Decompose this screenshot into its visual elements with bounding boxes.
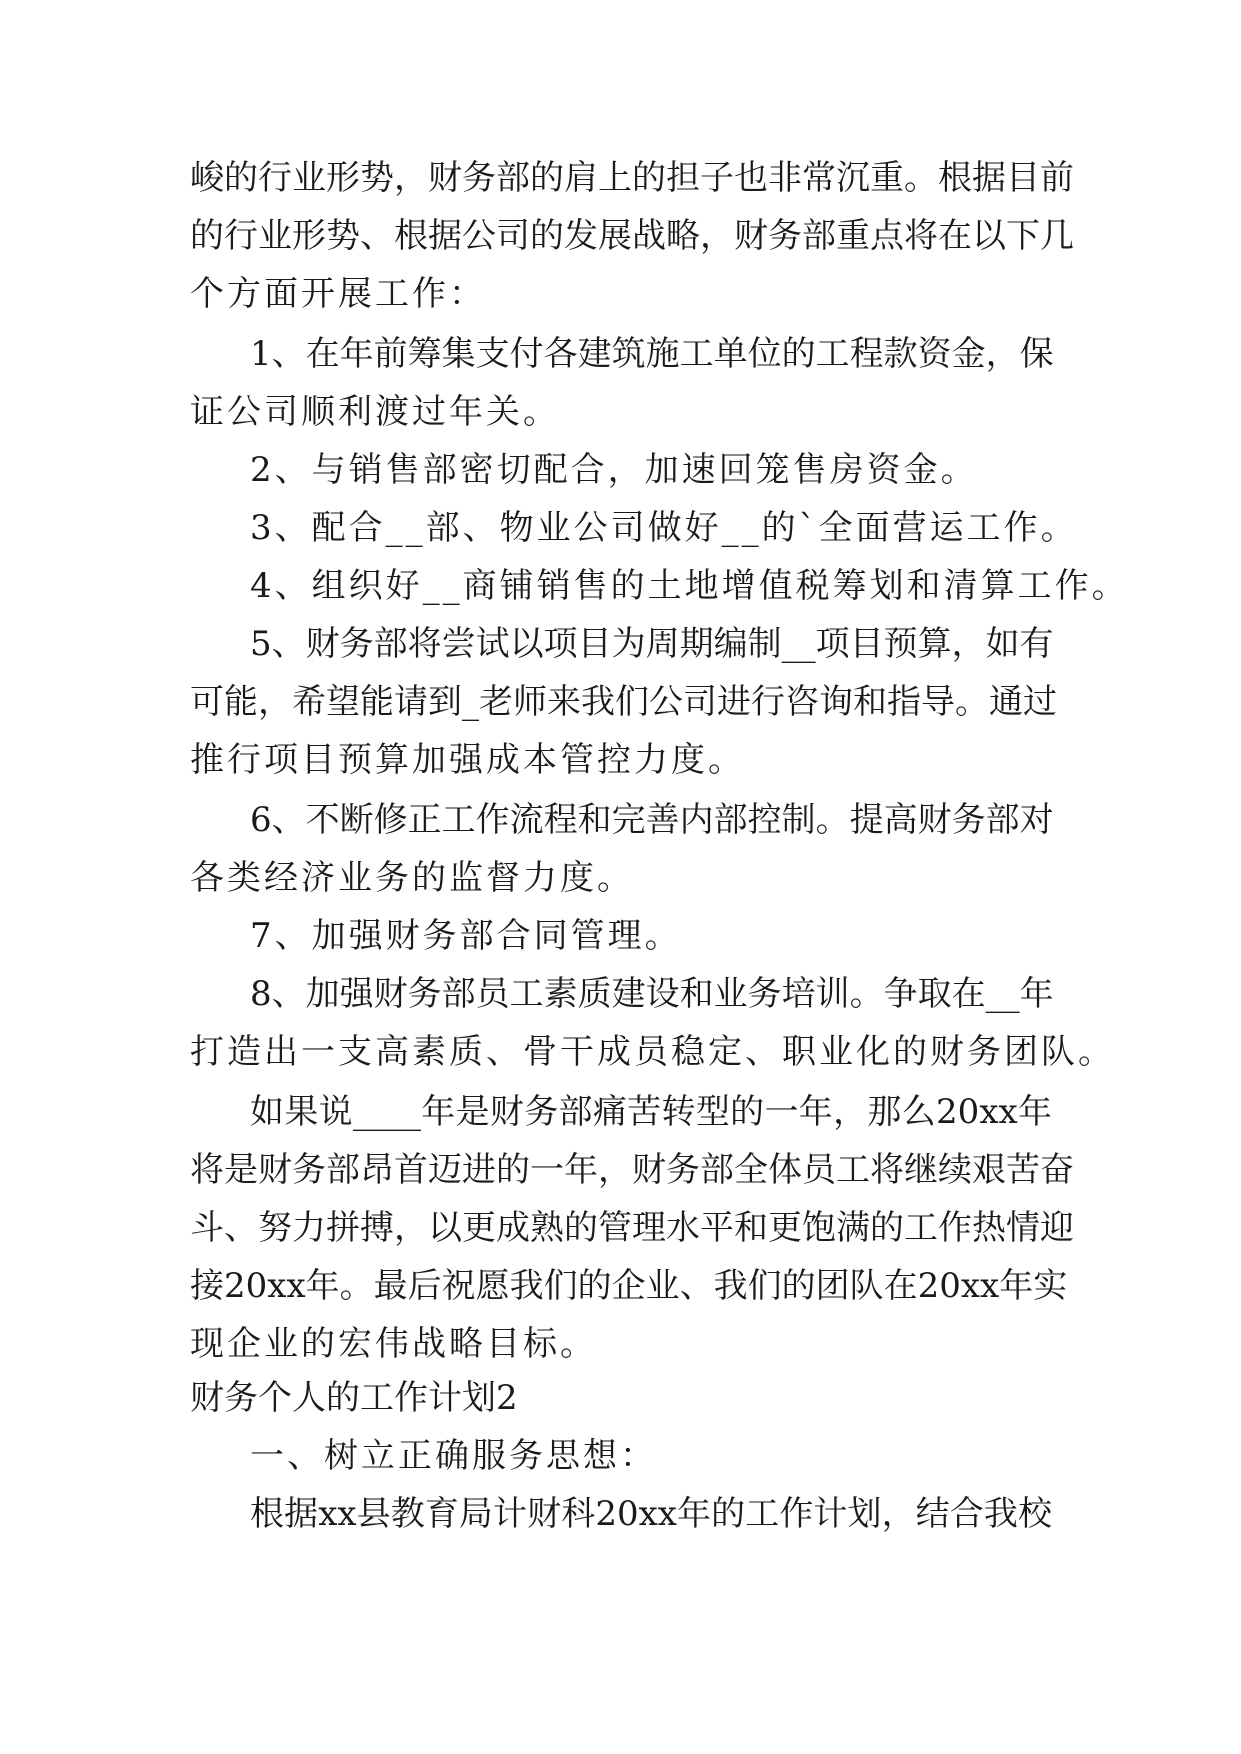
text-line: 6、不断修正工作流程和完善内部控制。提高财务部对 [250,800,1054,840]
text-line: 如果说____年是财务部痛苦转型的一年，那么20xx年 [250,1092,1052,1132]
text-line: 的行业形势、根据公司的发展战略，财务部重点将在以下几 [190,216,1074,256]
text-line: 4、组织好__商铺销售的土地增值税筹划和清算工作。 [250,566,1129,606]
section-heading: 财务个人的工作计划2 [190,1378,518,1418]
text-line: 7、加强财务部合同管理。 [250,916,682,956]
text-line: 1、在年前筹集支付各建筑施工单位的工程款资金，保 [250,334,1054,374]
text-line: 2、与销售部密切配合，加速回笼售房资金。 [250,450,978,490]
text-line: 3、配合__部、物业公司做好__的`全面营运工作。 [250,508,1078,548]
text-line: 现企业的宏伟战略目标。 [190,1324,597,1364]
text-line: 5、财务部将尝试以项目为周期编制__项目预算，如有 [250,624,1054,664]
text-line: 8、加强财务部员工素质建设和业务培训。争取在__年 [250,974,1054,1014]
text-line: 推行项目预算加强成本管控力度。 [190,740,745,780]
text-line: 证公司顺利渡过年关。 [190,392,560,432]
text-line: 一、树立正确服务思想： [250,1436,657,1476]
text-line: 峻的行业形势，财务部的肩上的担子也非常沉重。根据目前 [190,158,1074,198]
text-line: 各类经济业务的监督力度。 [190,858,634,898]
text-line: 可能，希望能请到_老师来我们公司进行咨询和指导。通过 [190,682,1057,722]
text-line: 个方面开展工作： [190,274,486,314]
text-line: 将是财务部昂首迈进的一年，财务部全体员工将继续艰苦奋 [190,1150,1074,1190]
text-line: 根据xx县教育局计财科20xx年的工作计划，结合我校 [250,1494,1052,1534]
text-line: 接20xx年。最后祝愿我们的企业、我们的团队在20xx年实 [190,1266,1068,1306]
text-line: 打造出一支高素质、骨干成员稳定、职业化的财务团队。 [190,1032,1115,1072]
text-line: 斗、努力拼搏，以更成熟的管理水平和更饱满的工作热情迎 [190,1208,1074,1248]
